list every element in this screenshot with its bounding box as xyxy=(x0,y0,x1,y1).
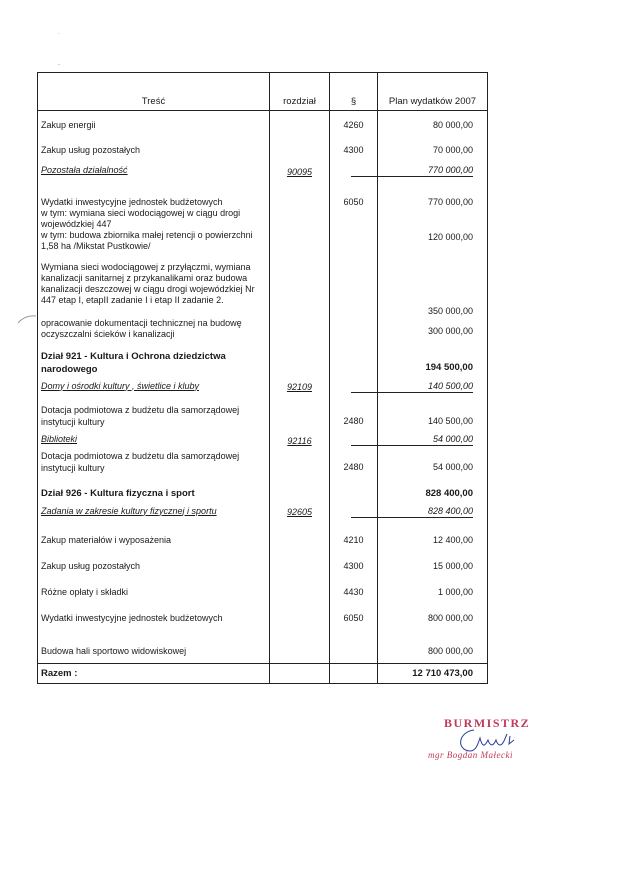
row-text: Zadania w zakresie kultury fizycznej i sportu xyxy=(38,504,270,526)
row-plan: 15 000,00 xyxy=(378,552,488,578)
header-paragraf: § xyxy=(330,73,378,111)
row-paragraf: 4300 xyxy=(330,552,378,578)
scan-speck: . xyxy=(58,30,60,36)
row-plan: 300 000,00 xyxy=(378,318,488,344)
row-plan: 1 000,00 xyxy=(378,578,488,604)
row-plan: 194 500,00 xyxy=(378,344,488,378)
row-text: Wydatki inwestycyjne jednostek budżetowych w tym: wymiana sieci wodociągowej w ciągu drogi wojewódzkiej 447 w tym: budowa zbiornika małej retencji o powierzchni 1,58 ha /Mikstat Pustkowie/ xyxy=(38,185,270,252)
table-row xyxy=(38,111,488,137)
budget-table xyxy=(37,72,488,684)
row-plan: 770 000,00 xyxy=(427,196,473,207)
table-row xyxy=(38,159,488,185)
row-paragraf: 2480 xyxy=(330,400,378,434)
row-text: Zakup energii xyxy=(38,111,270,137)
table-row xyxy=(38,526,488,552)
table-row xyxy=(38,482,488,504)
scan-speck: - xyxy=(58,62,60,68)
table-row xyxy=(38,448,488,482)
total-plan: 12 710 473,00 xyxy=(378,664,488,684)
row-text: Pozostała działalność xyxy=(38,159,270,185)
margin-arc-mark xyxy=(17,314,37,324)
row-rozdzial: 92116 xyxy=(287,435,312,446)
row-text: Wydatki inwestycyjne jednostek budżetowych xyxy=(38,604,270,630)
row-paragraf: 4430 xyxy=(330,578,378,604)
row-text: Dotacja podmiotowa z budżetu dla samorządowej instytucji kultury xyxy=(38,448,270,482)
row-plan: 770 000,00 xyxy=(351,165,473,177)
row-text: Biblioteki xyxy=(38,434,270,448)
row-paragraf: 4300 xyxy=(330,137,378,159)
row-rozdzial: 92109 xyxy=(286,381,313,392)
stamp-title: BURMISTRZ xyxy=(444,716,531,730)
row-plan: 350 000,00 xyxy=(378,252,488,318)
row-plan: 828 400,00 xyxy=(378,482,488,504)
row-text: Wymiana sieci wodociągowej z przyłączmi, wymiana kanalizacji sanitarnej z przykanalikami oraz budowa kanalizacji deszczowej w ciągu drogi wojewódzkiej Nr 447 etap I, etapII zadanie I i etap II zadanie 2. xyxy=(38,252,270,318)
row-paragraf: 6050 xyxy=(330,185,378,252)
row-plan: 140 500,00 xyxy=(378,400,488,434)
header-plan: Plan wydatków 2007 xyxy=(378,73,488,111)
table-row xyxy=(38,434,488,448)
row-plan: 70 000,00 xyxy=(378,137,488,159)
table-row xyxy=(38,504,488,526)
row-text: Różne opłaty i składki xyxy=(38,578,270,604)
stamp-name: mgr Bogdan Małecki xyxy=(428,750,513,760)
table-row xyxy=(38,552,488,578)
table-row xyxy=(38,137,488,159)
row-text: Zakup usług pozostałych xyxy=(38,137,270,159)
table-row xyxy=(38,630,488,664)
table-row xyxy=(38,578,488,604)
row-paragraf: 4260 xyxy=(330,111,378,137)
table-row xyxy=(38,400,488,434)
total-row xyxy=(38,664,488,684)
row-paragraf: 2480 xyxy=(330,448,378,482)
table-header-row xyxy=(38,73,488,111)
row-plan: 12 400,00 xyxy=(378,526,488,552)
row-plan: 54 000,00 xyxy=(351,434,473,446)
row-paragraf: 6050 xyxy=(330,604,378,630)
row-text: Dział 921 - Kultura i Ochrona dziedzictwa narodowego xyxy=(38,344,270,378)
row-plan: 800 000,00 xyxy=(378,630,488,664)
header-rozdzial: rozdział xyxy=(270,73,330,111)
row-text: Domy i ośrodki kultury , świetlice i kluby xyxy=(38,378,270,400)
header-tresc: Treść xyxy=(38,73,270,111)
table-row xyxy=(38,185,488,252)
row-text: opracowanie dokumentacji technicznej na budowę oczyszczalni ścieków i kanalizacji xyxy=(38,318,270,344)
table-row xyxy=(38,604,488,630)
row-text: Dotacja podmiotowa z budżetu dla samorządowej instytucji kultury xyxy=(38,400,270,434)
table-row xyxy=(38,344,488,378)
row-text: Zakup materiałów i wyposażenia xyxy=(38,526,270,552)
table-row xyxy=(38,318,488,344)
row-rozdzial: 90095 xyxy=(286,166,313,177)
table-row xyxy=(38,378,488,400)
row-plan: 828 400,00 xyxy=(351,506,473,518)
row-plan-secondary: 120 000,00 xyxy=(427,231,473,242)
signature-stamp xyxy=(428,716,558,766)
row-plan: 800 000,00 xyxy=(378,604,488,630)
row-paragraf: 4210 xyxy=(330,526,378,552)
row-text: Budowa hali sportowo widowiskowej xyxy=(38,630,270,664)
row-plan: 80 000,00 xyxy=(378,111,488,137)
total-label: Razem : xyxy=(38,664,270,684)
row-rozdzial: 92605 xyxy=(286,506,313,517)
row-text: Zakup usług pozostałych xyxy=(38,552,270,578)
row-text: Dział 926 - Kultura fizyczna i sport xyxy=(38,482,270,504)
table-row xyxy=(38,252,488,318)
row-plan: 54 000,00 xyxy=(378,448,488,482)
row-plan: 140 500,00 xyxy=(351,381,473,393)
